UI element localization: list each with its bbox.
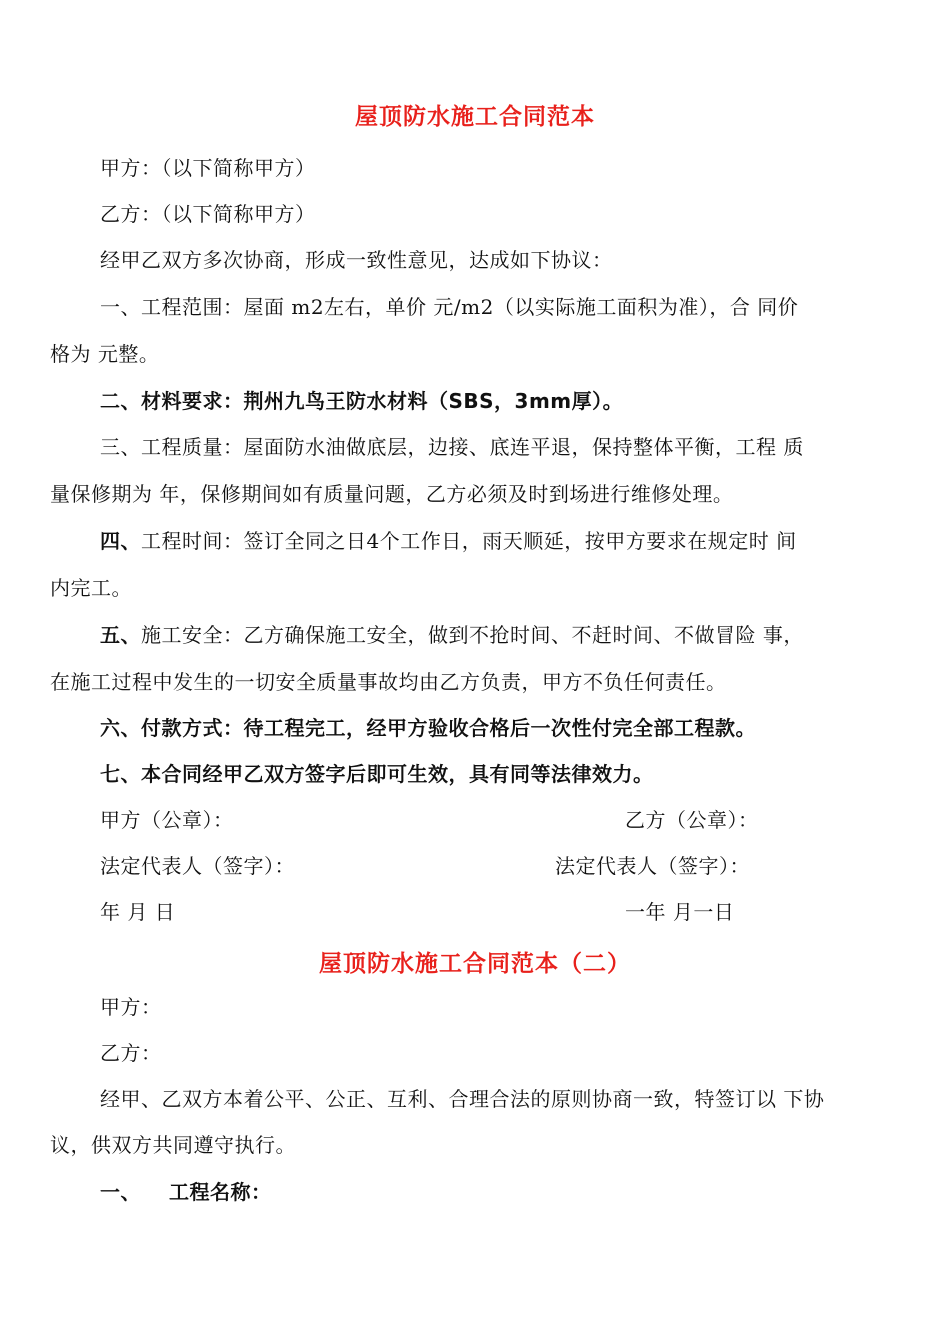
clause-5-line-2: 在施工过程中发生的一切安全质量事故均由乙方负责，甲方不负任何责任。 — [50, 670, 727, 694]
clause-5-text: 施工安全：乙方确保施工安全，做到不抢时间、不赶时间、不做冒险 事， — [141, 623, 804, 647]
clause-5-line-1 — [100, 621, 804, 649]
section-2-clause-1 — [100, 1178, 272, 1206]
signature-date-left: 年 月 日 — [100, 900, 176, 924]
clause-4-line-2: 内完工。 — [50, 576, 132, 600]
clause-5-number: 五、 — [100, 623, 141, 647]
clause-4-text: 工程时间：签订全同之日4个工作日，雨天顺延，按甲方要求在规定时 间 — [141, 529, 797, 553]
party-b-line: 乙方：（以下简称甲方） — [100, 202, 316, 226]
party-a-line-2: 甲方： — [100, 995, 162, 1019]
intro-paragraph-2-line-2: 议，供双方共同遵守执行。 — [50, 1133, 296, 1157]
clause-7: 七、本合同经甲乙双方签字后即可生效，具有同等法律效力。 — [100, 762, 654, 786]
contract-title-2: 屋顶防水施工合同范本（二） — [319, 951, 631, 977]
clause-2: 二、材料要求：荆州九鸟王防水材料（SBS，3mm厚）。 — [100, 389, 624, 413]
intro-paragraph: 经甲乙双方多次协商，形成一致性意见，达成如下协议： — [100, 248, 613, 272]
section-2-clause-1-label: 工程名称： — [169, 1180, 272, 1204]
clause-3-line-2: 量保修期为 年，保修期间如有质量问题，乙方必须及时到场进行维修处理。 — [50, 482, 734, 506]
signature-party-b-rep: 法定代表人（签字）： — [555, 854, 750, 878]
intro-paragraph-2-line-1: 经甲、乙双方本着公平、公正、互利、合理合法的原则协商一致，特签订以 下协 — [100, 1087, 825, 1111]
party-b-line-2: 乙方： — [100, 1041, 162, 1065]
clause-1-line-1: 一、工程范围：屋面 m2左右，单价 元/m2（以实际施工面积为准），合 同价 — [100, 295, 799, 319]
party-a-line: 甲方：（以下简称甲方） — [100, 156, 316, 180]
signature-party-a-seal: 甲方（公章）： — [100, 808, 234, 832]
clause-3-line-1: 三、工程质量：屋面防水油做底层，边接、底连平退，保持整体平衡，工程 质 — [100, 435, 804, 459]
signature-party-b-seal: 乙方（公章）： — [625, 808, 759, 832]
signature-date-right: 一年 月一日 — [625, 900, 735, 924]
signature-party-a-rep: 法定代表人（签字）： — [100, 854, 295, 878]
contract-title-1: 屋顶防水施工合同范本 — [355, 104, 595, 130]
clause-4-line-1 — [100, 527, 797, 555]
clause-4-number: 四、 — [100, 529, 141, 553]
clause-1-line-2: 格为 元整。 — [50, 342, 160, 366]
section-2-clause-1-number: 一、 — [100, 1180, 141, 1204]
clause-6: 六、付款方式：待工程完工，经甲方验收合格后一次性付完全部工程款。 — [100, 716, 756, 740]
